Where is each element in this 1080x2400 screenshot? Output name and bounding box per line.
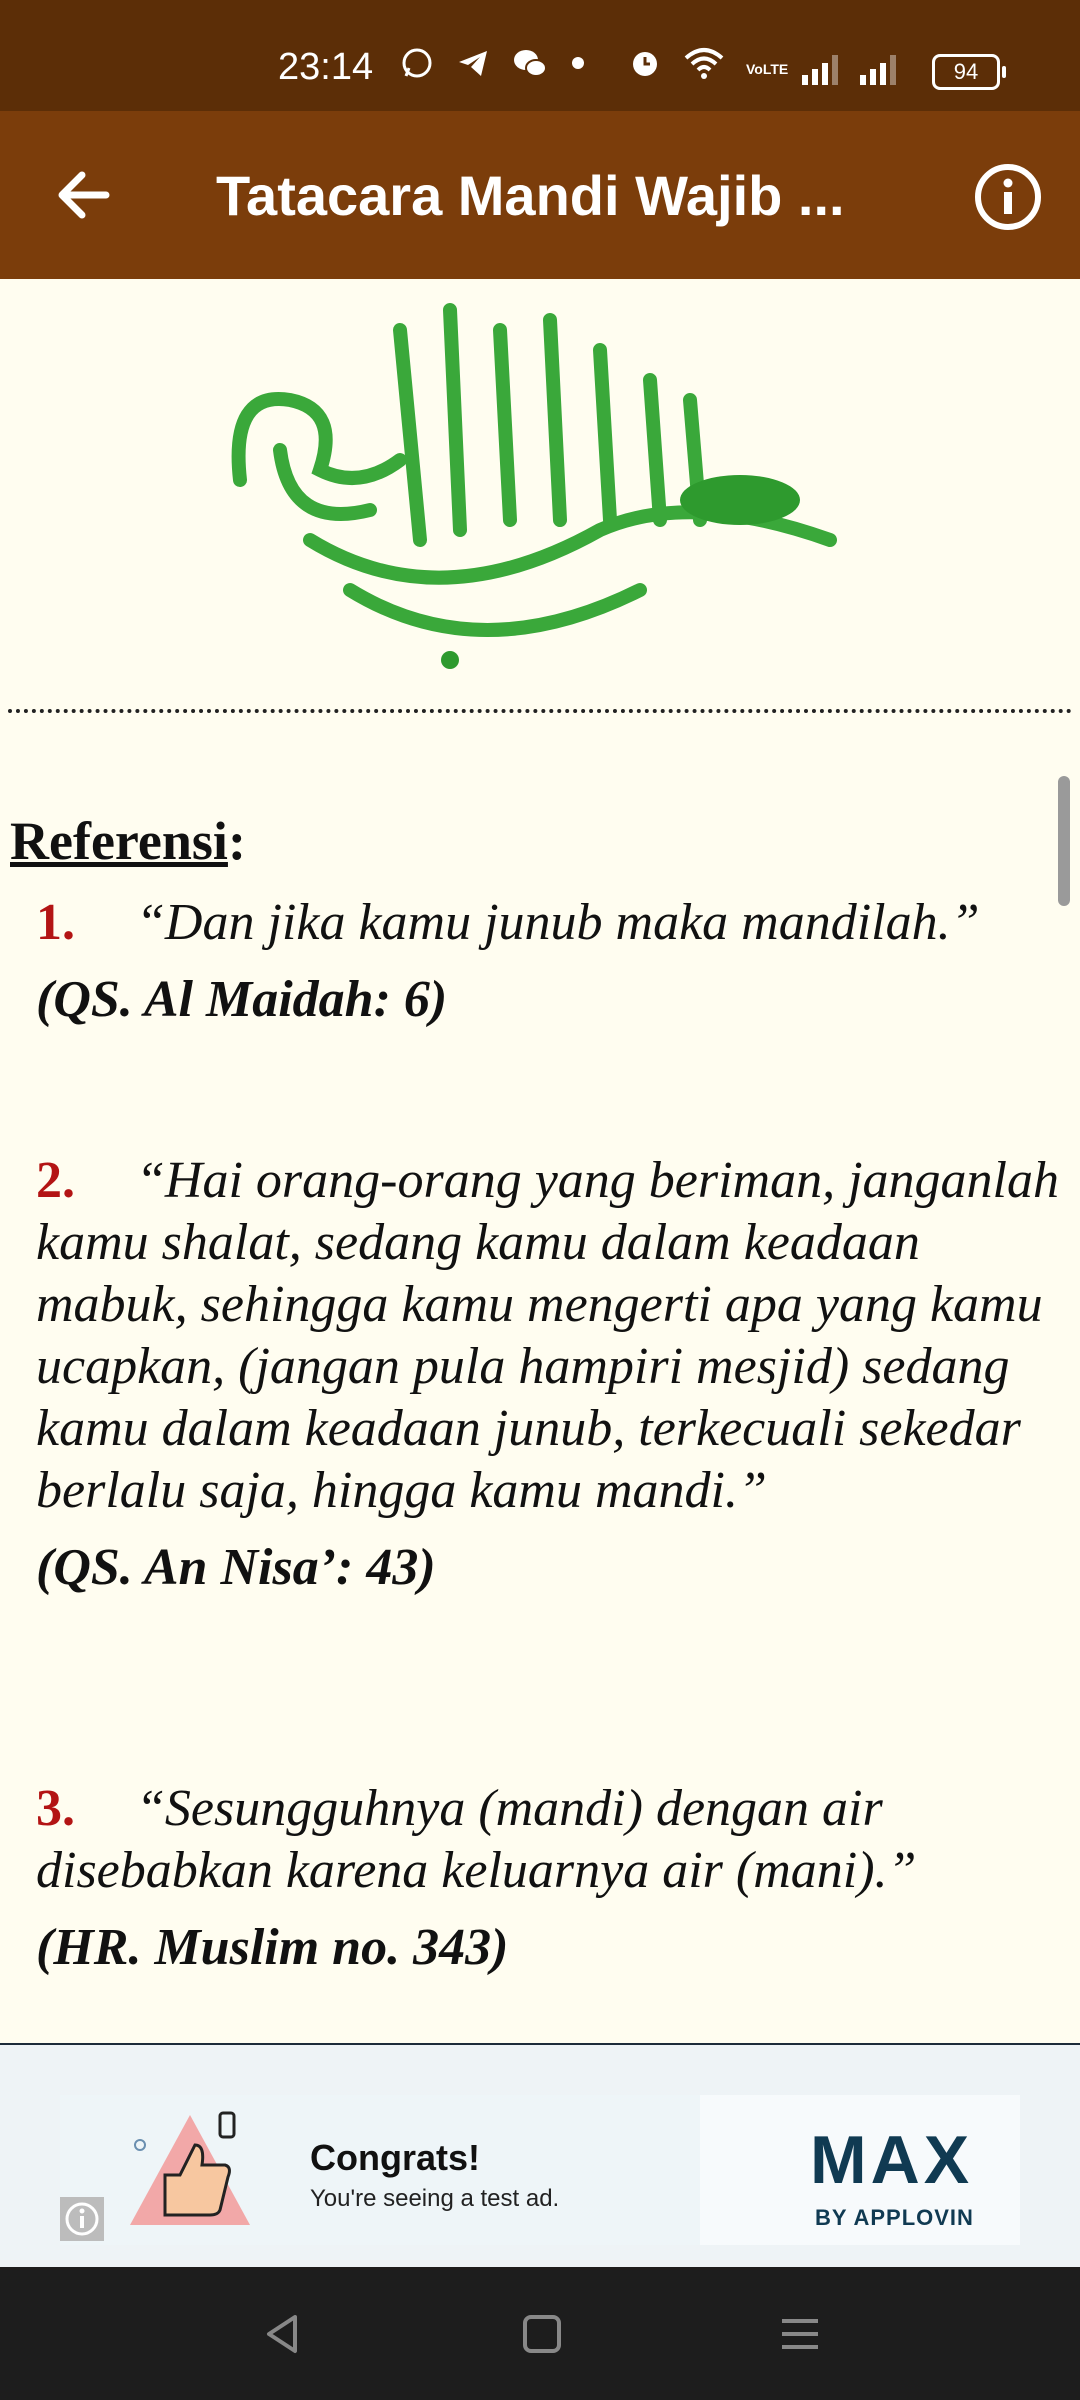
page-title: Tatacara Mandi Wajib ... [216, 164, 845, 227]
reference-number: 1. [36, 894, 75, 951]
dotted-divider [8, 709, 1072, 713]
reference-source: (QS. An Nisa’: 43) [36, 1539, 436, 1596]
reference-number: 2. [36, 1152, 75, 1209]
battery-level: 94 [953, 59, 979, 84]
references-heading [10, 810, 246, 872]
reference-source: (QS. Al Maidah: 6) [36, 971, 448, 1028]
ad-container [0, 2043, 1080, 2269]
reference-item [36, 892, 1076, 1029]
calligraphy-image [220, 290, 860, 690]
triangle-back-icon [255, 2309, 315, 2359]
reference-source: (HR. Muslim no. 343) [36, 1919, 509, 1976]
signal-icon [860, 53, 896, 85]
telegram-icon [456, 46, 490, 91]
reference-item [36, 1150, 1076, 1597]
signal-icon [802, 53, 838, 85]
square-home-icon [512, 2309, 572, 2359]
wifi-icon [684, 46, 724, 91]
info-icon [970, 159, 1046, 235]
nav-back-button[interactable] [255, 2309, 315, 2359]
reference-quote: “Hai orang-orang yang beriman, janganlah kamu shalat, sedang kamu dalam keadaan mabuk, sehingga kamu mengerti apa yang kamu ucapkan, (jangan pula hampiri mesjid) sedang kamu dalam keadaan junub, terkecuali sekedar berlalu saja, hingga kamu mandi.” [36, 1152, 1059, 1519]
status-icons [400, 46, 896, 91]
alarm-icon [628, 46, 662, 91]
references-heading-text: Referensi [10, 811, 228, 871]
info-button[interactable] [970, 159, 1046, 235]
battery-indicator [932, 54, 1000, 90]
reference-number: 3. [36, 1780, 75, 1837]
status-time: 23:14 [278, 46, 374, 88]
arrow-left-icon [44, 155, 124, 235]
system-nav-bar [0, 2267, 1080, 2400]
wechat-icon [512, 46, 548, 91]
ad-title: Congrats! [310, 2137, 480, 2178]
reference-quote: “Sesungguhnya (mandi) dengan air disebabkan karena keluarnya air (mani).” [36, 1780, 917, 1899]
ad-info-icon[interactable] [60, 2197, 104, 2241]
ad-brand-subtitle: BY APPLOVIN [815, 2205, 974, 2230]
dot-icon [570, 46, 586, 91]
thumbs-up-icon [120, 2105, 260, 2235]
nav-home-button[interactable] [512, 2309, 572, 2359]
ad-subtitle: You're seeing a test ad. [310, 2185, 560, 2212]
back-button[interactable] [44, 155, 124, 235]
whatsapp-icon [400, 46, 434, 91]
reference-quote: “Dan jika kamu junub maka mandilah.” [136, 894, 980, 951]
scrollbar-thumb[interactable] [1058, 776, 1070, 906]
heading-colon: : [227, 811, 246, 871]
app-bar [0, 111, 1080, 279]
ad-brand-logo: MAX [810, 2122, 974, 2198]
volte-icon: VoLTE [746, 60, 789, 77]
menu-lines-icon [770, 2309, 830, 2359]
ad-banner[interactable] [60, 2095, 1020, 2245]
status-bar [0, 0, 1080, 111]
reference-item [36, 1778, 1076, 1977]
nav-menu-button[interactable] [770, 2309, 830, 2359]
